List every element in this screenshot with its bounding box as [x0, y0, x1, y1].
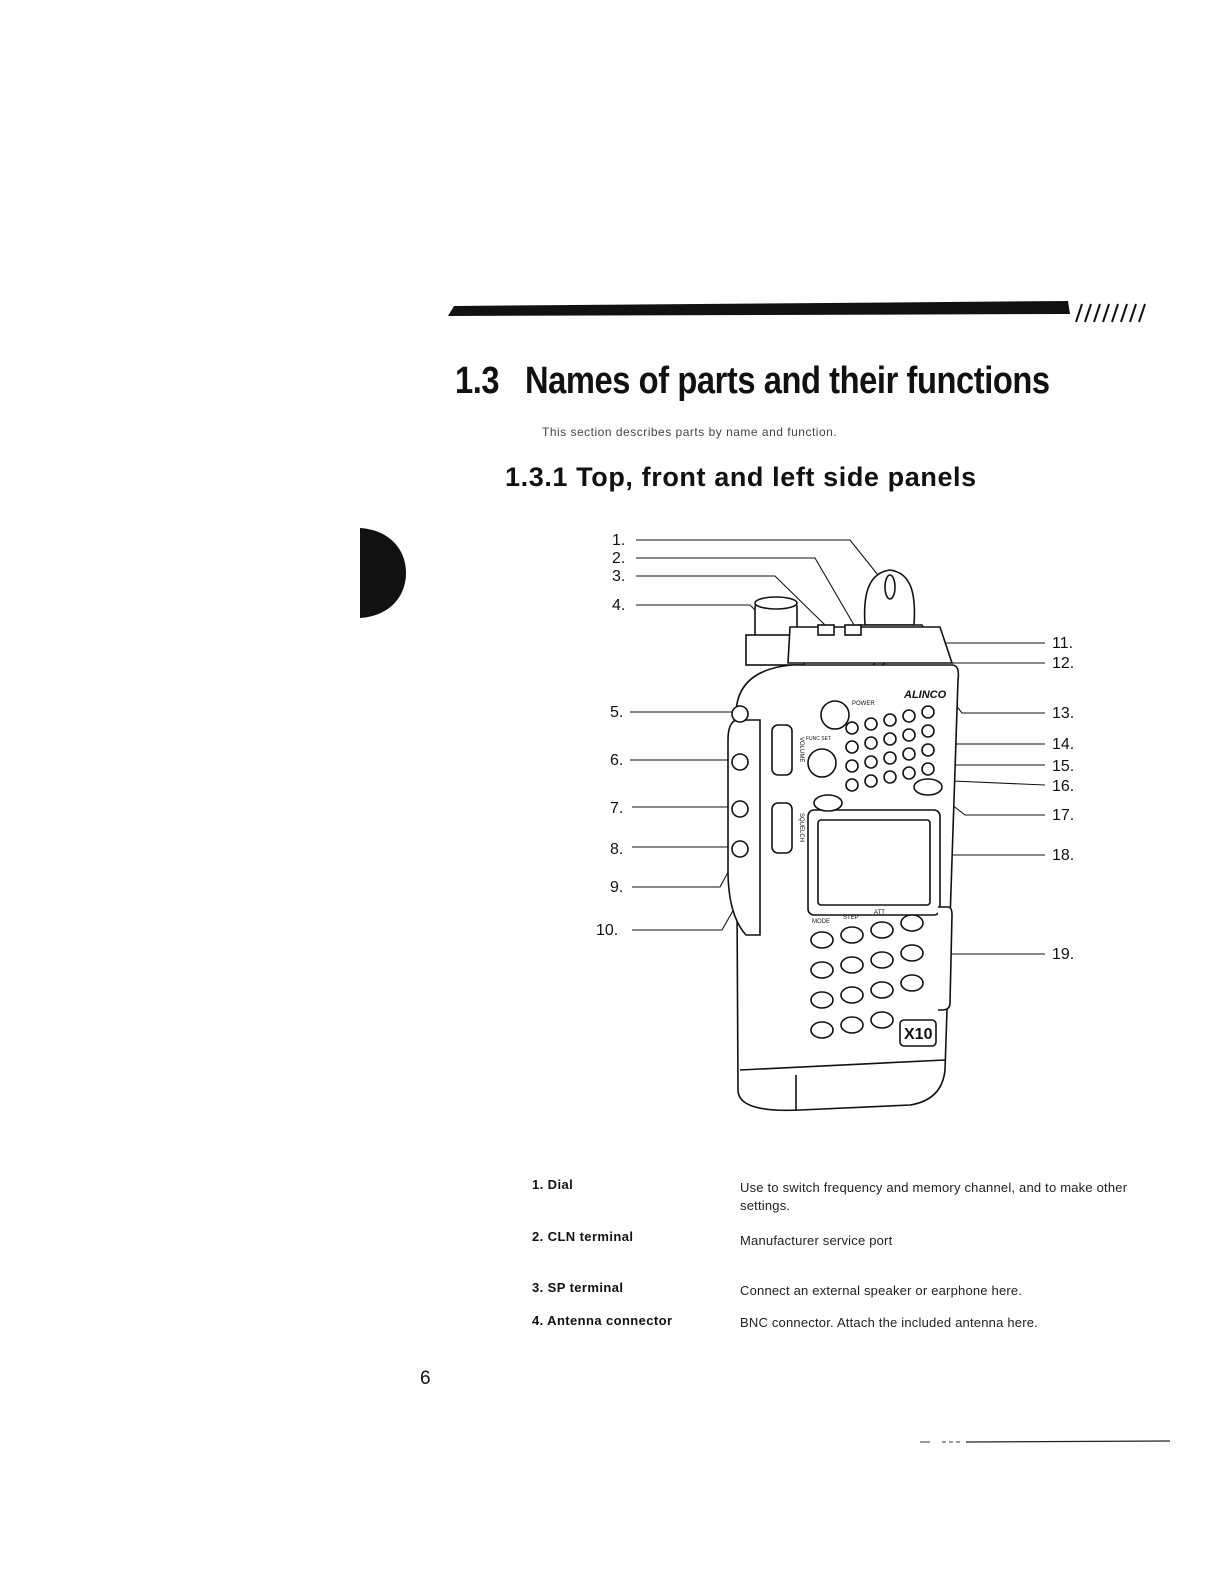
dial-knob — [865, 570, 915, 625]
side-tab-marker — [360, 528, 406, 618]
power-label: POWER — [852, 701, 875, 707]
lcd-display — [818, 820, 930, 905]
keypad-label-mode: MODE — [812, 919, 830, 925]
callout-12: 12. — [1052, 655, 1075, 672]
callout-10: 10. — [596, 922, 619, 939]
part-name-sp: 3. SP terminal — [532, 1280, 624, 1295]
radio-diagram — [560, 515, 1120, 1130]
callout-1: 1. — [612, 532, 626, 549]
squelch-label: SQUELCH — [798, 813, 804, 843]
callout-6: 6. — [610, 752, 624, 769]
callout-19: 19. — [1052, 946, 1075, 963]
keypad-label-step: STEP — [843, 915, 859, 921]
part-name-dial: 1. Dial — [532, 1177, 574, 1192]
callout-18: 18. — [1052, 847, 1075, 864]
part-name-cln: 2. CLN terminal — [532, 1229, 634, 1244]
callout-15: 15. — [1052, 758, 1075, 775]
part-name-antenna: 4. Antenna connector — [532, 1313, 673, 1328]
footer-rule — [920, 1436, 1175, 1446]
callout-14: 14. — [1052, 736, 1075, 753]
subsection-title: 1.3.1 Top, front and left side panels — [505, 462, 977, 492]
callout-labels-left — [596, 532, 625, 939]
callout-labels-right — [1052, 635, 1074, 963]
keypad-label-att: ATT — [874, 910, 885, 916]
callout-11: 11. — [1052, 635, 1074, 652]
part-desc-antenna: BNC connector. Attach the included antenna here. — [740, 1315, 1038, 1330]
page-number: 6 — [420, 1368, 431, 1389]
header-bar — [448, 292, 1148, 326]
callout-3: 3. — [612, 568, 626, 585]
callout-2: 2. — [612, 550, 626, 567]
callout-4: 4. — [612, 597, 626, 614]
model-label: X10 — [904, 1026, 933, 1043]
callout-16: 16. — [1052, 778, 1075, 795]
section-title-text: Names of parts and their functions — [524, 360, 1050, 402]
part-desc-cln: Manufacturer service port — [740, 1233, 893, 1248]
section-intro: This section describes parts by name and function. — [542, 425, 838, 439]
part-desc-dial: Use to switch frequency and memory channel, and to make other settings. — [740, 1180, 1128, 1213]
section-title — [455, 360, 1050, 403]
power-button — [821, 701, 849, 729]
func-set-label: FUNC SET — [806, 736, 831, 742]
callout-7: 7. — [610, 800, 624, 817]
func-set-button — [808, 749, 836, 777]
brand-label: ALINCO — [904, 689, 947, 701]
callout-13: 13. — [1052, 705, 1075, 722]
callout-17: 17. — [1052, 807, 1075, 824]
part-desc-sp: Connect an external speaker or earphone here. — [740, 1283, 1023, 1298]
volume-label: VOLUME — [798, 737, 804, 763]
callout-5: 5. — [610, 704, 624, 721]
callout-8: 8. — [610, 841, 624, 858]
callout-9: 9. — [610, 879, 624, 896]
section-number: 1.3 — [455, 360, 500, 402]
